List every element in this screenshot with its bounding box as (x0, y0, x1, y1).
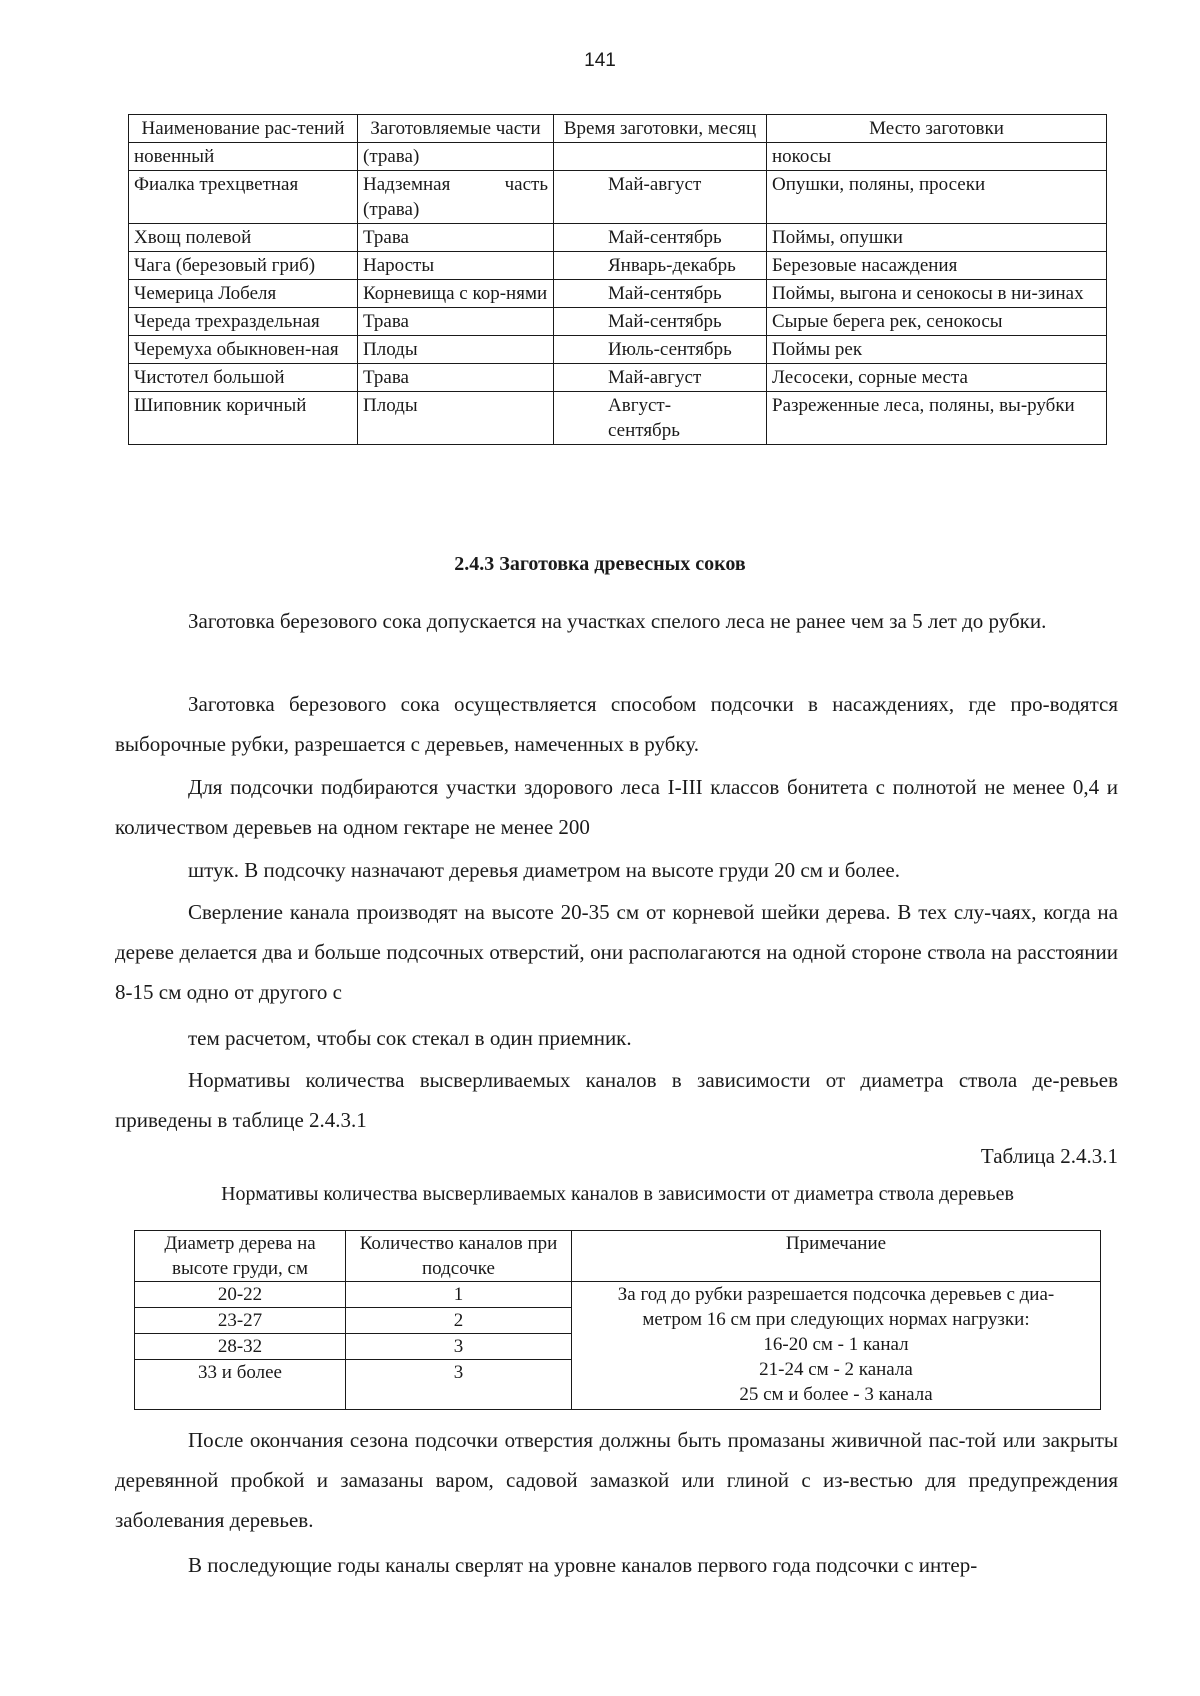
note-line: метром 16 см при следующих нормах нагрузки: (642, 1309, 1030, 1330)
plant-parts: Корневища с кор-нями (358, 280, 554, 308)
plant-parts: Наросты (358, 252, 554, 280)
channels-cell: 1 (346, 1282, 572, 1308)
table-row (129, 143, 1107, 171)
plant-time: Август-сентябрь (554, 392, 767, 445)
paragraph: Нормативы количества высверливаемых каналов в зависимости от диаметра ствола де-ревьев приведены в таблице 2.4.3.1 (115, 1068, 1118, 1132)
header-diameter: Диаметр дерева на высоте груди, см (135, 1231, 346, 1282)
table-caption: Нормативы количества высверливаемых каналов в зависимости от диаметра ствола деревьев (221, 1183, 1014, 1205)
plant-place: Сырые берега рек, сенокосы (767, 308, 1107, 336)
plant-place: Лесосеки, сорные места (767, 364, 1107, 392)
plant-parts: Трава (358, 364, 554, 392)
paragraph: Заготовка березового сока осуществляется способом подсочки в насаждениях, где про-водятся выборочные рубки, разрешается с деревьев, намеченных в рубку. (115, 692, 1118, 756)
plant-time: Май-август (554, 171, 767, 224)
plant-name: Чистотел большой (129, 364, 358, 392)
note-line: За год до рубки разрешается подсочка деревьев с диа- (617, 1284, 1055, 1305)
plant-name: Шиповник коричный (129, 392, 358, 445)
note-cell (572, 1282, 1101, 1410)
plant-name: Фиалка трехцветная (129, 171, 358, 224)
diameter-cell: 33 и более (135, 1360, 346, 1410)
paragraph: Сверление канала производят на высоте 20-35 см от корневой шейки дерева. В тех слу-чаях, когда на дереве делается два и больше подсочных отверстий, они располагаются на одной стороне ствола на расстоянии 8-15 см одно от другого с (115, 900, 1118, 1004)
header-parts: Заготовляемые части (358, 115, 554, 143)
table-row (129, 308, 1107, 336)
plant-name: Хвощ полевой (129, 224, 358, 252)
plant-name: Черемуха обыкновен-ная (129, 336, 358, 364)
plant-place: Поймы, опушки (767, 224, 1107, 252)
diameter-cell: 28-32 (135, 1334, 346, 1360)
plant-place: Березовые насаждения (767, 252, 1107, 280)
plant-place: Опушки, поляны, просеки (767, 171, 1107, 224)
header-plant-name: Наименование рас-тений (129, 115, 358, 143)
table-row (129, 224, 1107, 252)
plant-place: Поймы рек (767, 336, 1107, 364)
plant-parts: Трава (358, 308, 554, 336)
paragraph: Заготовка березового сока допускается на участках спелого леса не ранее чем за 5 лет до рубки. (188, 609, 1047, 633)
page-number: 141 (584, 50, 616, 71)
plant-harvest-table (128, 114, 1107, 445)
paragraph: После окончания сезона подсочки отверстия должны быть промазаны живичной пас-той или закрыты деревянной пробкой и замазаны варом, садовой замазкой или глиной с из-вестью для предупреждения заболевания деревьев. (115, 1428, 1118, 1532)
plant-time: Май-август (554, 364, 767, 392)
table-row (129, 364, 1107, 392)
plant-parts: Плоды (358, 392, 554, 445)
plant-place: Поймы, выгона и сенокосы в ни-зинах (767, 280, 1107, 308)
paragraph: тем расчетом, чтобы сок стекал в один приемник. (188, 1026, 632, 1050)
plant-name: Череда трехраздельная (129, 308, 358, 336)
table-header-row (135, 1231, 1101, 1282)
paragraph: штук. В подсочку назначают деревья диаметром на высоте груди 20 см и более. (188, 858, 900, 882)
table-row (135, 1282, 1101, 1308)
plant-time: Май-сентябрь (554, 224, 767, 252)
plant-parts: Трава (358, 224, 554, 252)
plant-name: Чага (березовый гриб) (129, 252, 358, 280)
diameter-cell: 23-27 (135, 1308, 346, 1334)
plant-parts: Плоды (358, 336, 554, 364)
plant-time: Май-сентябрь (554, 308, 767, 336)
plant-parts: (трава) (358, 143, 554, 171)
plant-time (554, 143, 767, 171)
table-row (129, 336, 1107, 364)
channel-norms-table (134, 1230, 1101, 1410)
table-header-row (129, 115, 1107, 143)
table-row (129, 280, 1107, 308)
channels-cell: 3 (346, 1360, 572, 1410)
paragraph: В последующие годы каналы сверлят на уровне каналов первого года подсочки с интер- (188, 1553, 978, 1577)
header-note: Примечание (572, 1231, 1101, 1282)
plant-parts: Надземная часть (трава) (358, 171, 554, 224)
header-channels: Количество каналов при подсочке (346, 1231, 572, 1282)
table-row (129, 392, 1107, 445)
note-line: 16-20 см - 1 канал (763, 1334, 909, 1355)
paragraph: Для подсочки подбираются участки здорового леса I-III классов бонитета с полнотой не менее 0,4 и количеством деревьев на одном гектаре не менее 200 (115, 775, 1118, 839)
header-place: Место заготовки (767, 115, 1107, 143)
channels-cell: 3 (346, 1334, 572, 1360)
diameter-cell: 20-22 (135, 1282, 346, 1308)
note-line: 25 см и более - 3 канала (739, 1384, 933, 1405)
plant-name: новенный (129, 143, 358, 171)
note-line: 21-24 см - 2 канала (759, 1359, 913, 1380)
table-label: Таблица 2.4.3.1 (980, 1144, 1118, 1168)
plant-name: Чемерица Лобеля (129, 280, 358, 308)
plant-time: Июль-сентябрь (554, 336, 767, 364)
plant-place: нокосы (767, 143, 1107, 171)
plant-time: Январь-декабрь (554, 252, 767, 280)
plant-place: Разреженные леса, поляны, вы-рубки (767, 392, 1107, 445)
channels-cell: 2 (346, 1308, 572, 1334)
header-time: Время заготовки, месяц (554, 115, 767, 143)
table-row (129, 171, 1107, 224)
plant-time: Май-сентябрь (554, 280, 767, 308)
section-heading: 2.4.3 Заготовка древесных соков (454, 553, 746, 575)
table-row (129, 252, 1107, 280)
